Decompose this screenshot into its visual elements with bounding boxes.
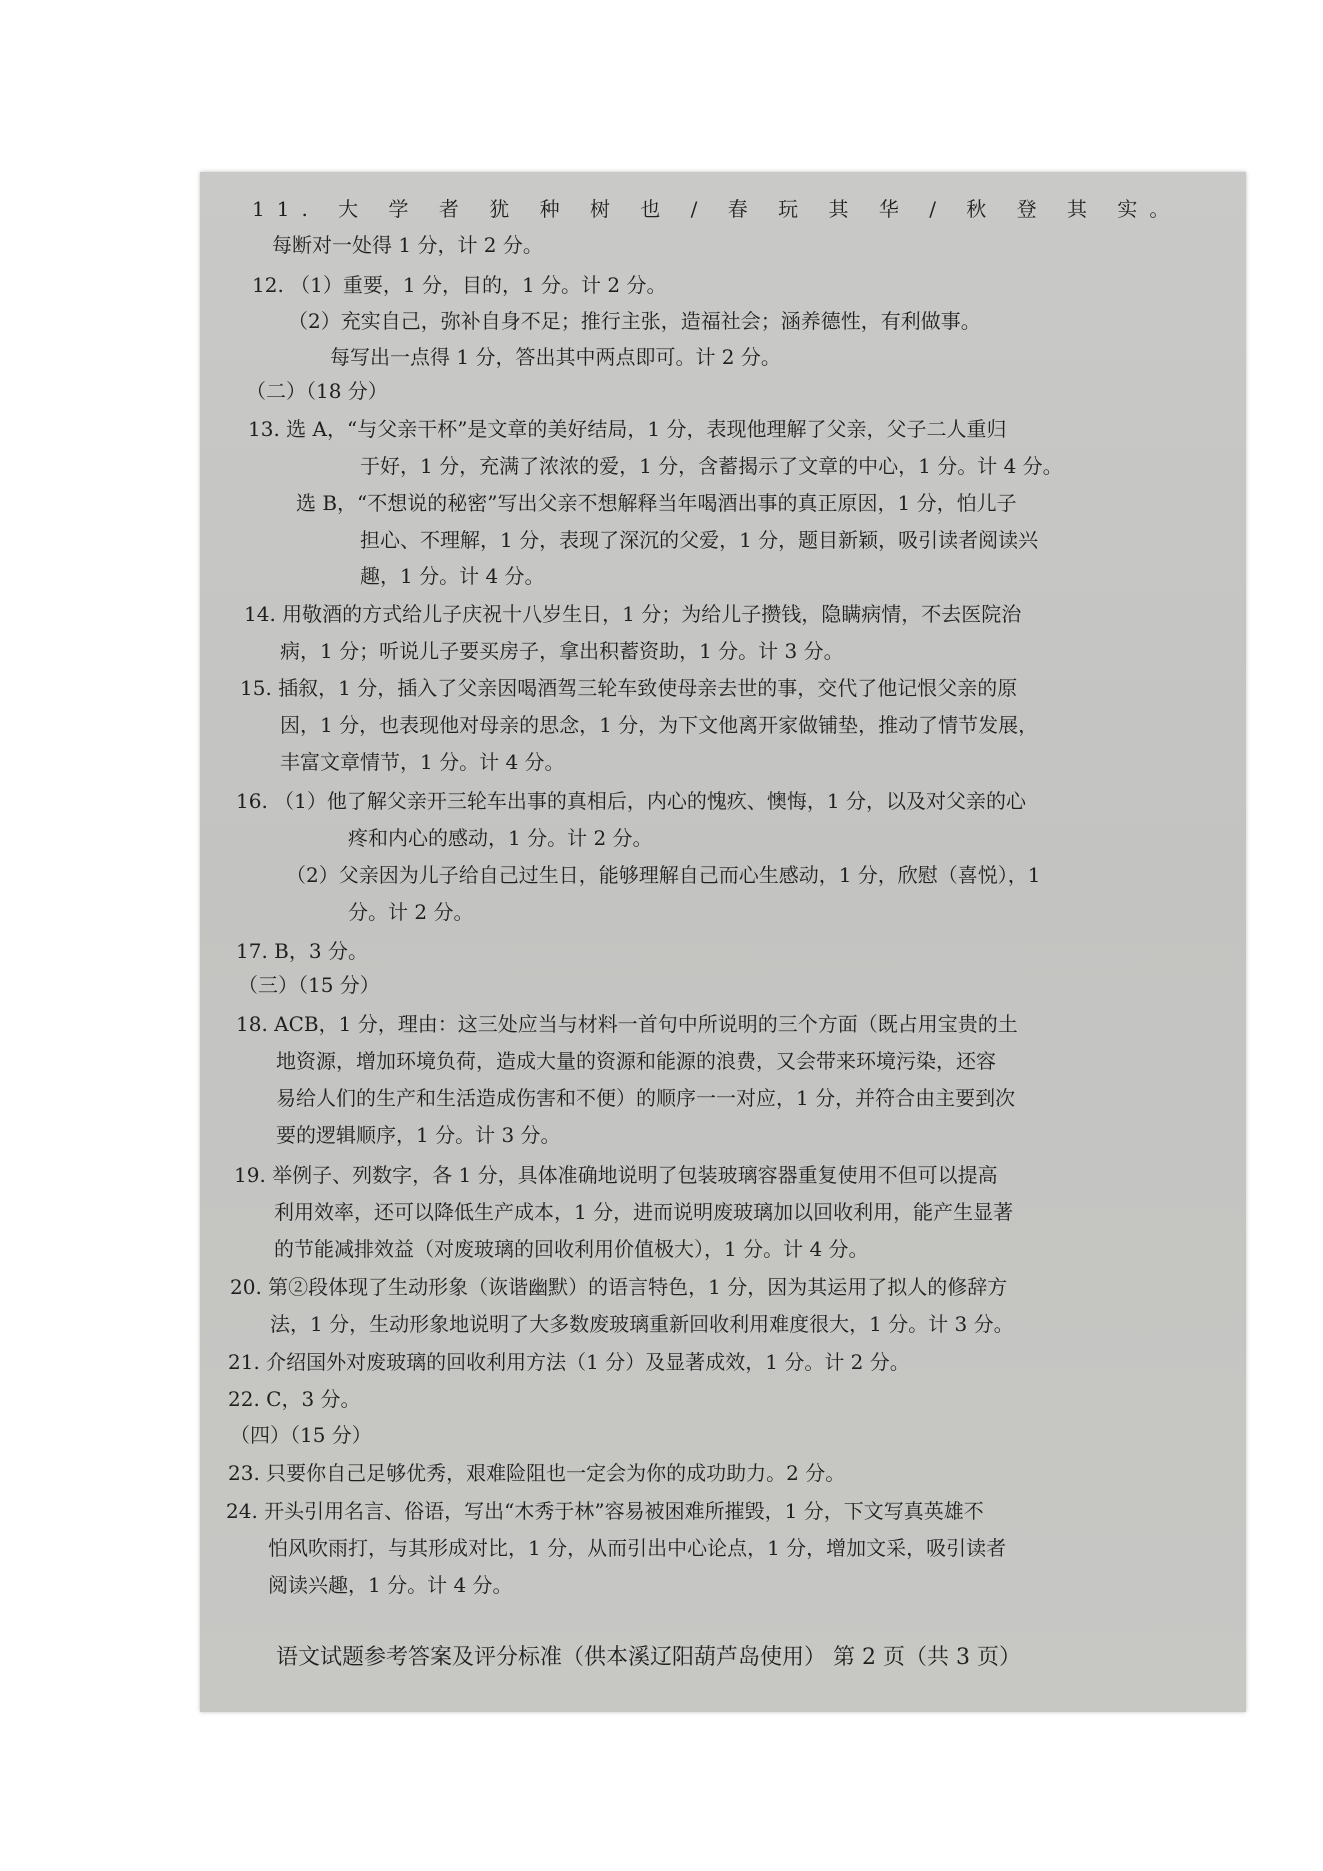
answer-line: 要的逻辑顺序，1 分。计 3 分。: [276, 1123, 561, 1147]
answer-line: 地资源，增加环境负荷，造成大量的资源和能源的浪费，又会带来环境污染，还容: [276, 1049, 996, 1073]
answer-line: 11. 大 学 者 犹 种 树 也 / 春 玩 其 华 / 秋 登 其 实。: [252, 197, 1182, 221]
answer-line: 于好，1 分，充满了浓浓的爱，1 分，含蓄揭示了文章的中心，1 分。计 4 分。: [360, 454, 1063, 478]
answer-line: 13. 选 A，“与父亲干杯”是文章的美好结局，1 分，表现他理解了父亲，父子二人重归: [248, 417, 1007, 441]
page-footer: 语文试题参考答案及评分标准（供本溪辽阳葫芦岛使用） 第 2 页（共 3 页）: [276, 1645, 1021, 1670]
answer-line: 24. 开头引用名言、俗语，写出“木秀于林”容易被困难所摧毁，1 分，下文写真英雄不: [226, 1499, 984, 1523]
answer-line: 怕风吹雨打，与其形成对比，1 分，从而引出中心论点，1 分，增加文采，吸引读者: [268, 1536, 1007, 1560]
answer-line: 趣，1 分。计 4 分。: [360, 564, 545, 588]
answer-line: 15. 插叙，1 分，插入了父亲因喝酒驾三轮车致使母亲去世的事，交代了他记恨父亲的原: [240, 676, 1018, 700]
answer-line: （2）父亲因为儿子给自己过生日，能够理解自己而心生感动，1 分，欣慰（喜悦），1: [286, 863, 1041, 887]
section-heading: （三）（15 分）: [238, 973, 380, 997]
answer-line: 丰富文章情节，1 分。计 4 分。: [280, 750, 565, 774]
answer-line: 17. B，3 分。: [236, 939, 368, 963]
answer-line: 担心、不理解，1 分，表现了深沉的父爱，1 分，题目新颖，吸引读者阅读兴: [360, 528, 1039, 552]
section-heading: （二）（18 分）: [246, 379, 388, 403]
answer-line: （2）充实自己，弥补自身不足；推行主张，造福社会；涵养德性，有利做事。: [288, 309, 981, 333]
answer-line: 12. （1）重要，1 分，目的，1 分。计 2 分。: [252, 273, 667, 297]
section-heading: （四）（15 分）: [230, 1423, 372, 1447]
answer-line: 易给人们的生产和生活造成伤害和不便）的顺序一一对应，1 分，并符合由主要到次: [276, 1086, 1016, 1110]
answer-line: 18. ACB，1 分，理由：这三处应当与材料一首句中所说明的三个方面（既占用宝贵的土: [236, 1012, 1018, 1036]
answer-line: 分。计 2 分。: [348, 900, 474, 924]
answer-line: 法，1 分，生动形象地说明了大多数废玻璃重新回收利用难度很大，1 分。计 3 分。: [270, 1312, 1014, 1336]
answer-line: 19. 举例子、列数字，各 1 分，具体准确地说明了包装玻璃容器重复使用不但可以提高: [234, 1163, 998, 1187]
answer-line: 14. 用敬酒的方式给儿子庆祝十八岁生日，1 分；为给儿子攒钱，隐瞒病情，不去医院治: [244, 602, 1022, 626]
answer-line: 病，1 分；听说儿子要买房子，拿出积蓄资助，1 分。计 3 分。: [280, 639, 844, 663]
answer-line: 20. 第②段体现了生动形象（诙谐幽默）的语言特色，1 分，因为其运用了拟人的修辞方: [230, 1275, 1008, 1299]
answer-line: 疼和内心的感动，1 分。计 2 分。: [348, 826, 653, 850]
answer-line: 23. 只要你自己足够优秀，艰难险阻也一定会为你的成功助力。2 分。: [228, 1461, 846, 1485]
answer-line: 的节能减排效益（对废玻璃的回收利用价值极大），1 分。计 4 分。: [274, 1237, 869, 1261]
answer-line: 每写出一点得 1 分，答出其中两点即可。计 2 分。: [330, 345, 781, 369]
answer-line: 利用效率，还可以降低生产成本，1 分，进而说明废玻璃加以回收利用，能产生显著: [274, 1200, 1014, 1224]
answer-line: 选 B，“不想说的秘密”写出父亲不想解释当年喝酒出事的真正原因，1 分，怕儿子: [296, 491, 1017, 515]
answer-line: 因，1 分，也表现他对母亲的思念，1 分，为下文他离开家做铺垫，推动了情节发展，: [280, 713, 1039, 737]
answer-line: 21. 介绍国外对废玻璃的回收利用方法（1 分）及显著成效，1 分。计 2 分。: [228, 1350, 910, 1374]
answer-line: 22. C，3 分。: [228, 1387, 361, 1411]
answer-line: 16. （1）他了解父亲开三轮车出事的真相后，内心的愧疚、懊悔，1 分，以及对父亲的心: [236, 789, 1026, 813]
answer-sheet-photo: [200, 172, 1246, 1712]
answer-line: 阅读兴趣，1 分。计 4 分。: [268, 1573, 513, 1597]
answer-line: 每断对一处得 1 分，计 2 分。: [272, 233, 543, 257]
